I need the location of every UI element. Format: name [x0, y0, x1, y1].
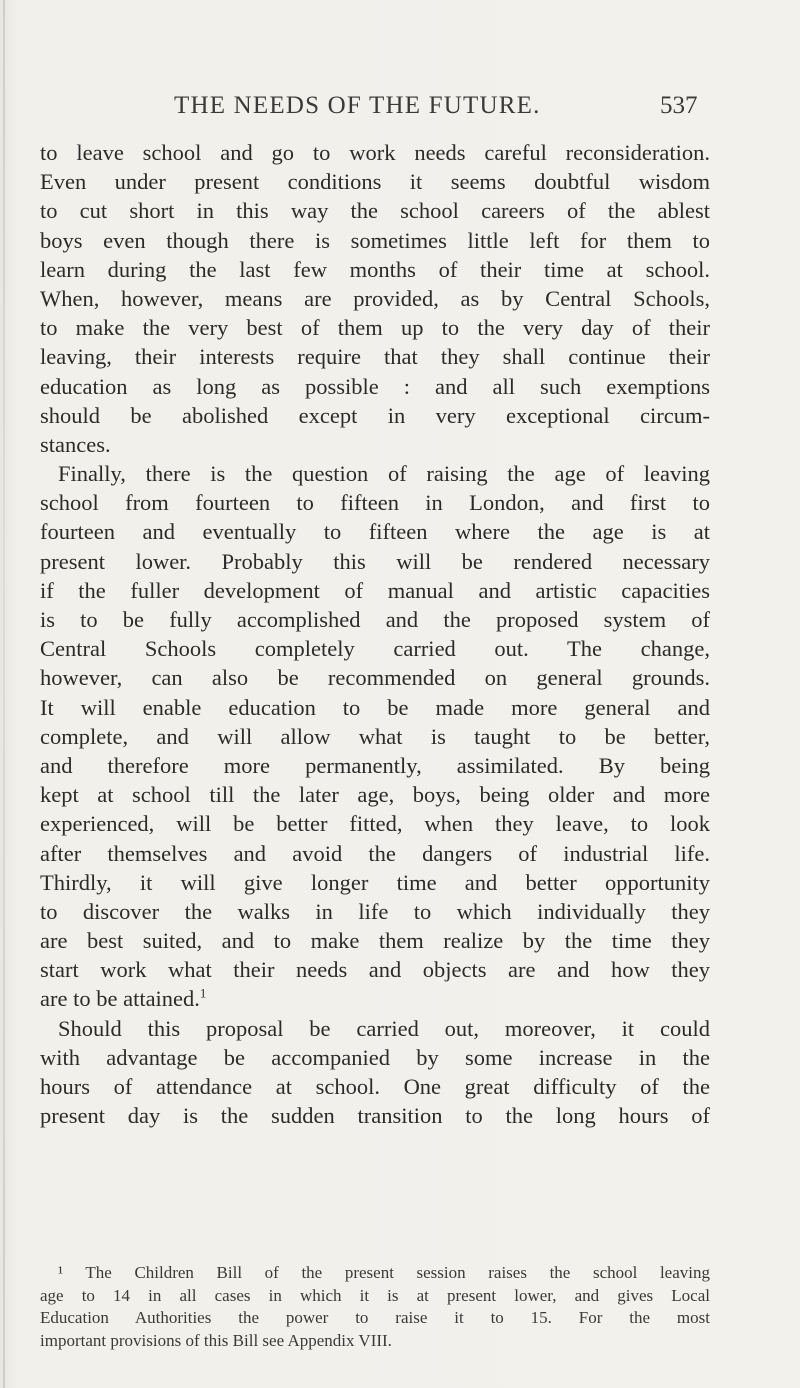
- text-line: are best suited, and to make them realize by the time they: [40, 928, 710, 954]
- footnote-line: ¹ The Children Bill of the present session raises the school leaving: [58, 1263, 710, 1282]
- text-line: experienced, will be better fitted, when they leave, to look: [40, 811, 710, 837]
- footnote-line: important provisions of this Bill see Appendix VIII.: [40, 1330, 392, 1350]
- text-line: boys even though there is sometimes little left for them to: [40, 227, 710, 253]
- body-text: [40, 138, 710, 1130]
- text-line: present day is the sudden transition to the long hours of: [40, 1103, 710, 1129]
- text-line: Finally, there is the question of raising the age of leaving: [58, 461, 710, 487]
- text-line: kept at school till the later age, boys, being older and more: [40, 782, 710, 808]
- text-line: When, however, means are provided, as by Central Schools,: [40, 285, 710, 311]
- text-line: to cut short in this way the school careers of the ablest: [40, 198, 710, 224]
- text-line: is to be fully accomplished and the proposed system of: [40, 607, 710, 632]
- text-line-with-footnote-ref: [40, 984, 710, 1013]
- text-line: if the fuller development of manual and artistic capacities: [40, 577, 710, 603]
- footnote-reference[interactable]: 1: [199, 985, 207, 1001]
- footnote-line: Education Authorities the power to raise it to 15. For the most: [40, 1308, 710, 1327]
- footnote-line: age to 14 in all cases in which it is at present lower, and gives Local: [40, 1285, 710, 1305]
- text-line: and therefore more permanently, assimilated. By being: [40, 752, 710, 778]
- text-line: education as long as possible : and all such exemptions: [40, 373, 710, 399]
- text-line: fourteen and eventually to fifteen where the age is at: [40, 519, 710, 545]
- text-line: Thirdly, it will give longer time and better opportunity: [40, 869, 710, 895]
- text-line: Should this proposal be carried out, moreover, it could: [58, 1015, 710, 1041]
- text-line: stances.: [40, 431, 111, 457]
- footnote: [40, 1262, 710, 1352]
- page-number: 537: [660, 92, 698, 119]
- running-title: THE NEEDS OF THE FUTURE.: [174, 92, 541, 119]
- text-line: Central Schools completely carried out. The change,: [40, 636, 710, 662]
- text-line: with advantage be accompanied by some increase in the: [40, 1044, 710, 1070]
- text-line: complete, and will allow what is taught to be better,: [40, 723, 710, 749]
- text-line: to leave school and go to work needs careful reconsideration.: [40, 140, 710, 165]
- text-line: should be abolished except in very exceptional circum-: [40, 402, 710, 428]
- page-gutter-edge: [3, 0, 5, 1388]
- text-line: It will enable education to be made more general and: [40, 694, 710, 720]
- text-line: leaving, their interests require that they shall continue their: [40, 344, 710, 370]
- text-line: start work what their needs and objects are and how they: [40, 957, 710, 983]
- page-header: [0, 92, 800, 126]
- text-line: school from fourteen to fifteen in London, and first to: [40, 490, 710, 516]
- text-line: hours of attendance at school. One great difficulty of the: [40, 1074, 710, 1099]
- text-line: learn during the last few months of their time at school.: [40, 256, 710, 282]
- text-line-content: are to be attained.: [40, 986, 200, 1012]
- text-line: however, can also be recommended on general grounds.: [40, 665, 710, 691]
- text-line: present lower. Probably this will be rendered necessary: [40, 548, 710, 574]
- text-line: after themselves and avoid the dangers of industrial life.: [40, 840, 710, 866]
- text-line: Even under present conditions it seems doubtful wisdom: [40, 169, 710, 195]
- text-line: to discover the walks in life to which individually they: [40, 898, 710, 924]
- text-line: to make the very best of them up to the very day of their: [40, 315, 710, 341]
